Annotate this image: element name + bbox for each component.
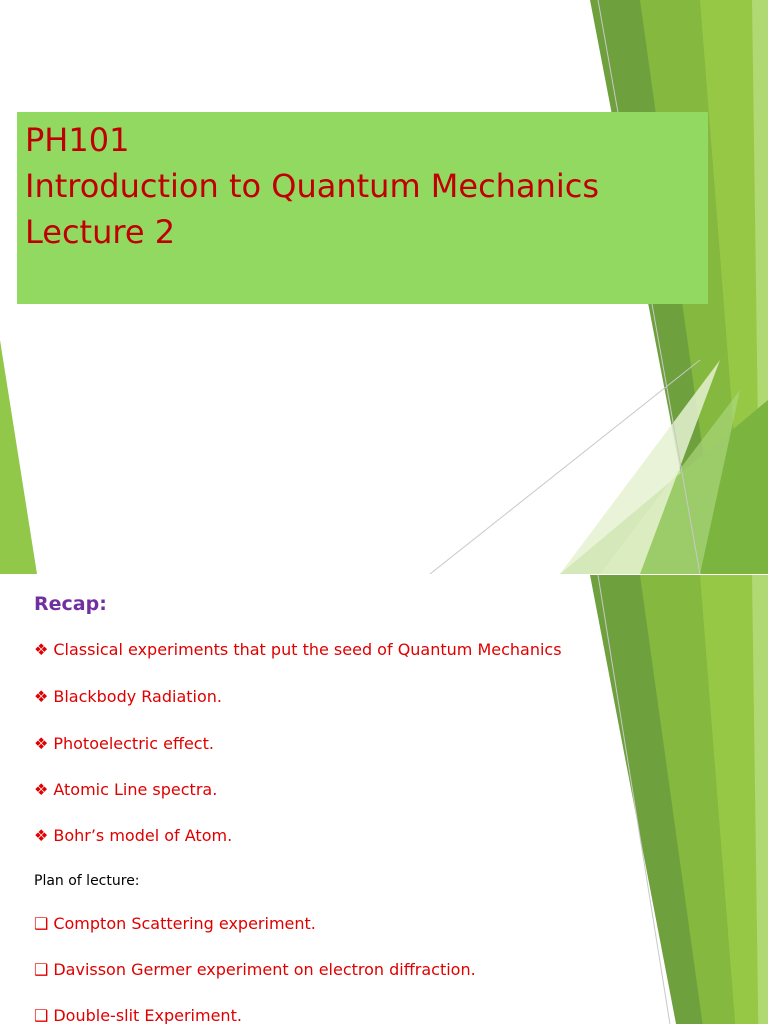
diamond-bullet-icon: ❖ — [34, 734, 49, 753]
plan-item-text: Compton Scattering experiment. — [53, 914, 316, 933]
recap-item-text: Blackbody Radiation. — [53, 687, 222, 706]
checkbox-bullet-icon: ❑ — [34, 914, 49, 933]
diamond-bullet-icon: ❖ — [34, 687, 49, 706]
recap-item-text: Atomic Line spectra. — [53, 780, 218, 799]
plan-item — [34, 1006, 242, 1024]
plan-item — [34, 914, 316, 933]
plan-item-text: Davisson Germer experiment on electron diffraction. — [53, 960, 476, 979]
recap-item — [34, 780, 217, 799]
recap-item — [34, 826, 232, 845]
plan-item-text: Double-slit Experiment. — [53, 1006, 242, 1024]
lecture-number: Lecture 2 — [25, 213, 176, 251]
diamond-bullet-icon: ❖ — [34, 640, 49, 659]
recap-item — [34, 687, 222, 706]
plan-item — [34, 960, 476, 979]
checkbox-bullet-icon: ❑ — [34, 1006, 49, 1024]
course-title: Introduction to Quantum Mechanics — [25, 167, 599, 205]
diamond-bullet-icon: ❖ — [34, 826, 49, 845]
recap-slide — [0, 575, 768, 1024]
recap-item — [34, 734, 214, 753]
recap-item-text: Bohr’s model of Atom. — [53, 826, 233, 845]
recap-item-text: Photoelectric effect. — [53, 734, 214, 753]
recap-heading: Recap: — [34, 593, 107, 615]
title-box — [17, 112, 708, 304]
diamond-bullet-icon: ❖ — [34, 780, 49, 799]
recap-item — [34, 640, 562, 659]
course-code: PH101 — [25, 121, 130, 159]
plan-heading: Plan of lecture: — [34, 873, 140, 889]
checkbox-bullet-icon: ❑ — [34, 960, 49, 979]
recap-item-text: Classical experiments that put the seed of Quantum Mechanics — [53, 640, 562, 659]
